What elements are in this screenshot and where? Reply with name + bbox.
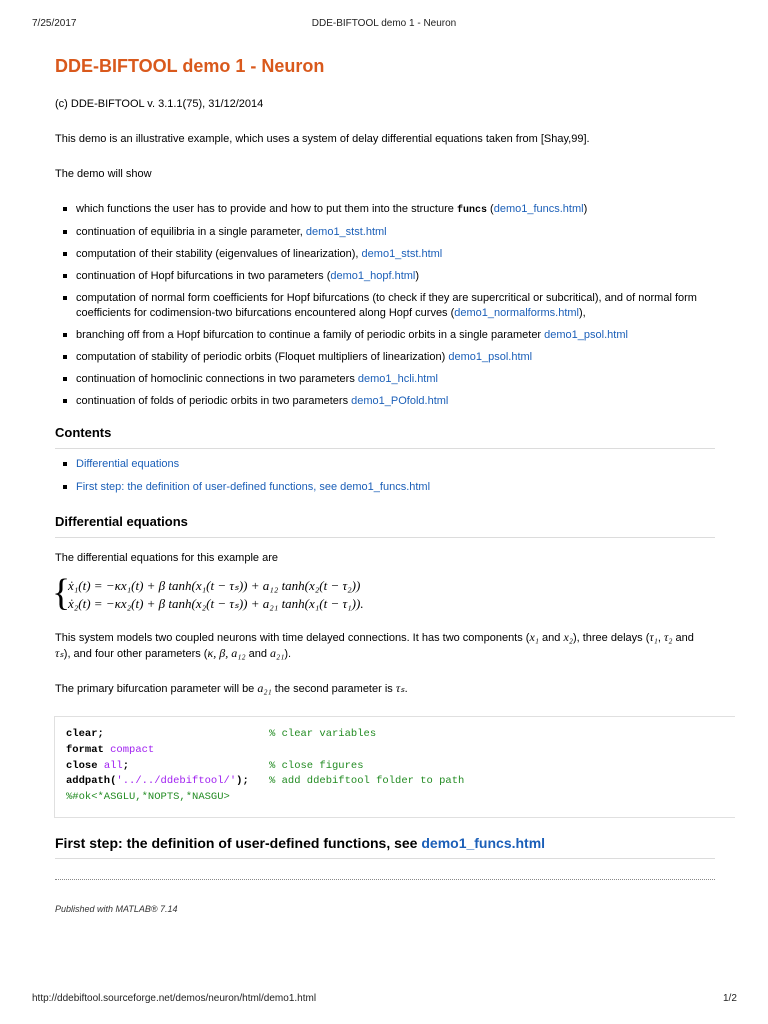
bullet-icon <box>63 207 67 211</box>
demo-will-show: The demo will show <box>55 168 152 180</box>
list-item: continuation of homoclinic connections in two parameters demo1_hcli.html <box>55 372 715 387</box>
link-demo1-hopf[interactable]: demo1_hopf.html <box>330 270 416 282</box>
list-item: computation of their stability (eigenvalues of linearization), demo1_stst.html <box>55 247 715 262</box>
print-doc-title: DDE-BIFTOOL demo 1 - Neuron <box>311 18 457 29</box>
code-funcs: funcs <box>456 205 487 216</box>
footer-page-number: 1/2 <box>723 993 737 1004</box>
bullet-icon <box>63 274 67 278</box>
list-item: computation of normal form coefficients for Hopf bifurcations (to check if they are supercritical or subcritical), and of normal form coefficients for codimension-two bifurcations encountered along Hopf curves (demo1_normalforms.html), <box>55 291 715 321</box>
diffeq-intro: The differential equations for this example are <box>55 552 278 564</box>
equation-line-2: ẋ₂(t) = −κx₂(t) + β tanh(x₂(t − τₛ)) + a₂₁ tanh(x₁(t − τ₁)). <box>68 596 364 611</box>
link-demo1-stst[interactable]: demo1_stst.html <box>361 248 443 260</box>
system-description: This system models two coupled neurons with time delayed connections. It has two components (x₁ and x₂), three delays (τ₁, τ₂ and τₛ), and four other parameters (κ, β, a₁₂ and a₂₁). <box>55 630 694 660</box>
link-demo1-pofold[interactable]: demo1_POfold.html <box>351 395 449 407</box>
contents-link-first-step[interactable]: First step: the definition of user-defined functions, see demo1_funcs.html <box>76 481 431 493</box>
list-item <box>55 457 715 472</box>
list-item: continuation of folds of periodic orbits in two parameters demo1_POfold.html <box>55 394 715 409</box>
footer-url: http://ddebiftool.sourceforge.net/demos/neuron/html/demo1.html <box>32 993 317 1004</box>
code-line: format compact <box>66 744 155 756</box>
link-demo1-psol[interactable]: demo1_psol.html <box>544 329 628 341</box>
divider <box>55 879 715 880</box>
bullet-icon <box>63 485 67 489</box>
feature-list <box>55 202 715 409</box>
code-line: addpath('../../ddebiftool/'); % add ddebiftool folder to path <box>66 775 465 787</box>
list-item: which functions the user has to provide and how to put them into the structure funcs (demo1_funcs.html) <box>55 202 715 218</box>
bullet-icon <box>63 333 67 337</box>
bullet-icon <box>63 230 67 234</box>
page-title: DDE-BIFTOOL demo 1 - Neuron <box>55 56 325 76</box>
intro-text: This demo is an illustrative example, which uses a system of delay differential equations taken from [Shay,99]. <box>55 133 590 145</box>
primary-parameter-text: The primary bifurcation parameter will be a₂₁ the second parameter is τₛ. <box>55 681 408 695</box>
equation-brace: { <box>52 572 71 614</box>
published-note: Published with MATLAB® 7.14 <box>55 904 178 914</box>
list-item: continuation of Hopf bifurcations in two parameters (demo1_hopf.html) <box>55 269 715 284</box>
link-demo1-psol[interactable]: demo1_psol.html <box>448 351 533 363</box>
bullet-icon <box>63 462 67 466</box>
bullet-icon <box>63 296 67 300</box>
first-step-link[interactable]: demo1_funcs.html <box>421 835 546 851</box>
first-step-heading: First step: the definition of user-defined functions, see demo1_funcs.html <box>55 834 715 859</box>
code-line: close all; % close figures <box>66 760 364 772</box>
bullet-icon <box>63 252 67 256</box>
equation-line-1: ẋ₁(t) = −κx₁(t) + β tanh(x₁(t − τₛ)) + a₁₂ tanh(x₂(t − τ₂)) <box>68 578 361 593</box>
bullet-icon <box>63 399 67 403</box>
list-item <box>55 480 715 495</box>
list-item: branching off from a Hopf bifurcation to continue a family of periodic orbits in a single parameter demo1_psol.html <box>55 328 715 343</box>
code-line: %#ok<*ASGLU,*NOPTS,*NASGU> <box>66 791 230 803</box>
link-demo1-funcs[interactable]: demo1_funcs.html <box>493 203 584 215</box>
copyright: (c) DDE-BIFTOOL v. 3.1.1(75), 31/12/2014 <box>55 98 264 110</box>
bullet-icon <box>63 377 67 381</box>
code-block <box>54 716 735 818</box>
list-item: computation of stability of periodic orbits (Floquet multipliers of linearization) demo1_psol.html <box>55 350 715 365</box>
differential-equations-heading: Differential equations <box>55 513 715 538</box>
print-date: 7/25/2017 <box>32 18 77 29</box>
link-demo1-hcli[interactable]: demo1_hcli.html <box>357 373 438 385</box>
bullet-icon <box>63 355 67 359</box>
contents-heading: Contents <box>55 424 715 449</box>
contents-link-differential-equations[interactable]: Differential equations <box>76 458 180 470</box>
link-demo1-normalforms[interactable]: demo1_normalforms.html <box>454 307 579 319</box>
code-line: clear; % clear variables <box>66 728 377 740</box>
link-demo1-stst[interactable]: demo1_stst.html <box>305 226 387 238</box>
contents-list <box>55 457 715 495</box>
list-item: continuation of equilibria in a single parameter, demo1_stst.html <box>55 225 715 240</box>
